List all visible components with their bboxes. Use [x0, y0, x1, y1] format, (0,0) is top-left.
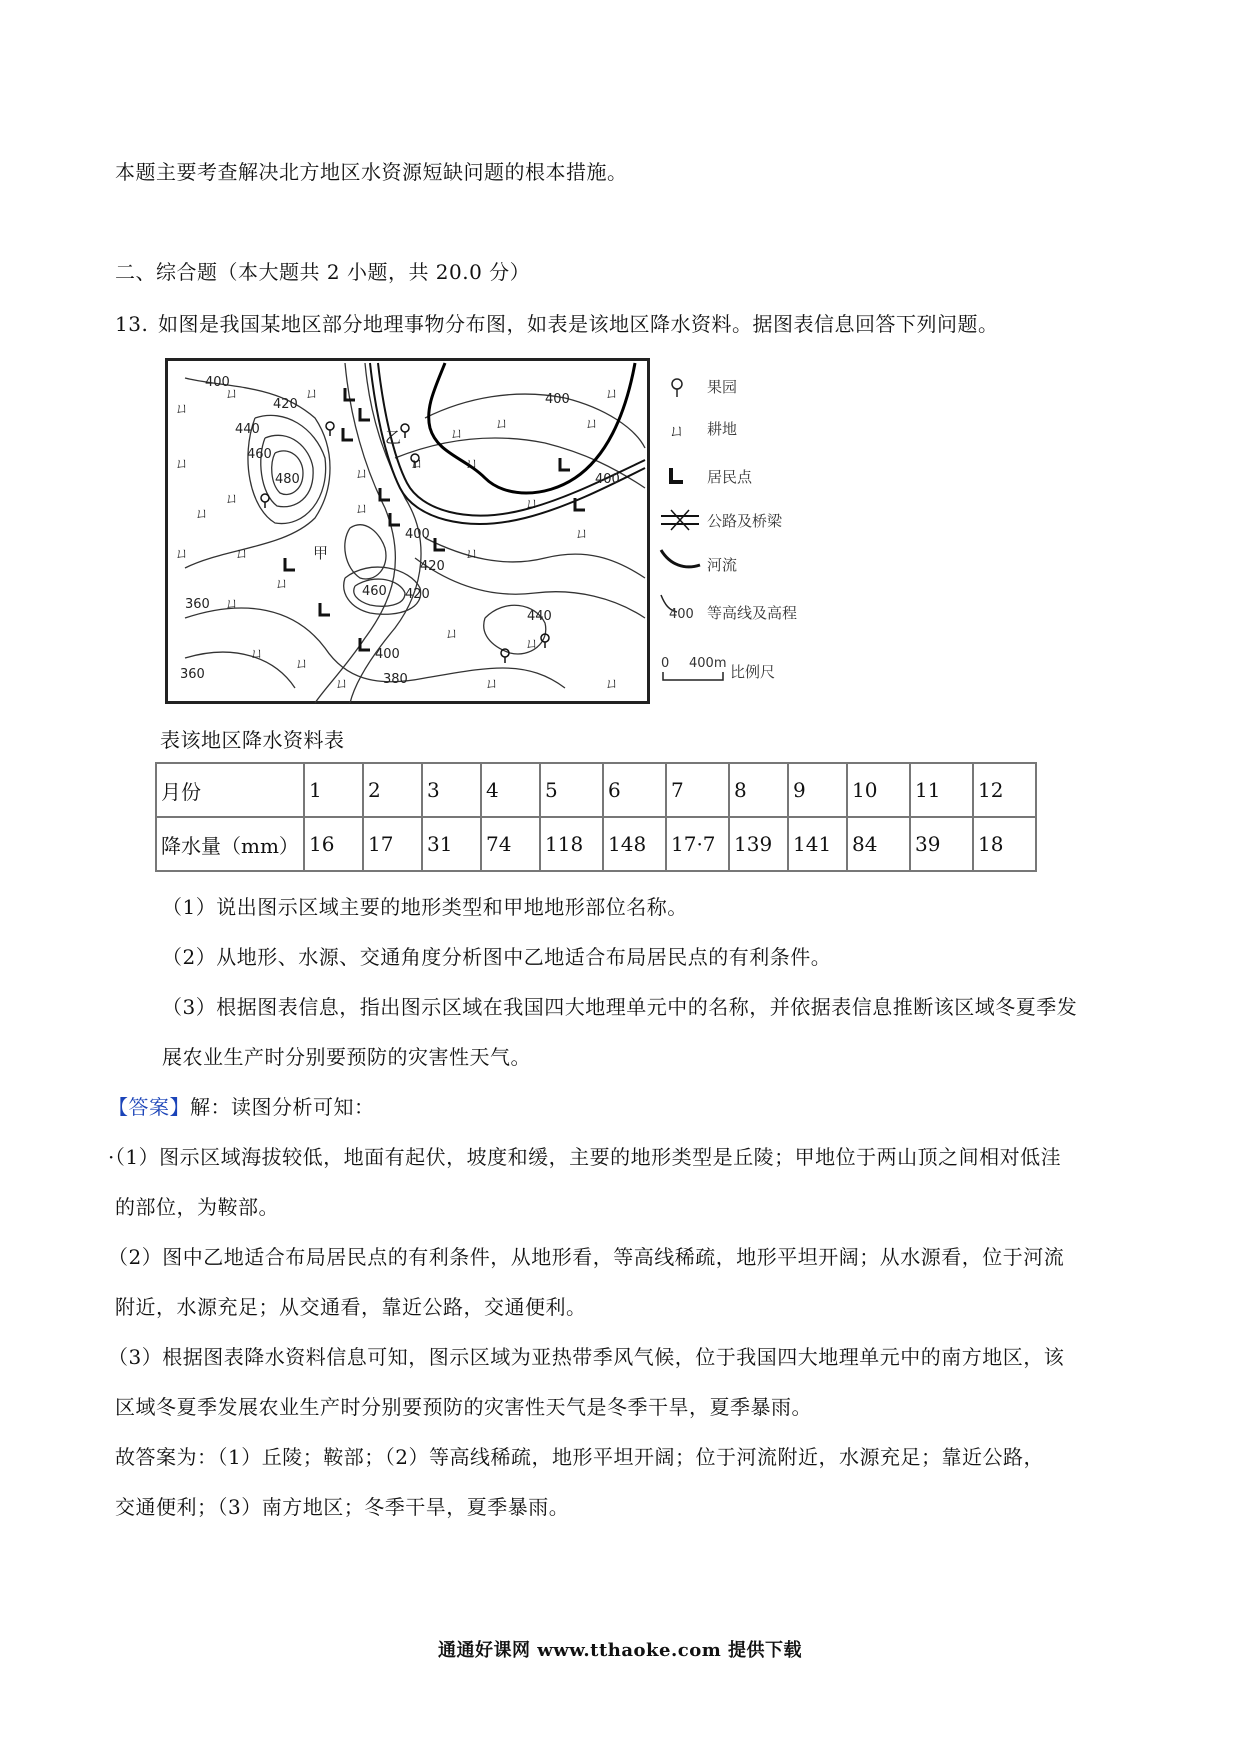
legend-scale-distance: 400m: [689, 656, 727, 671]
contour-label: 380: [383, 672, 408, 687]
contour-label: 440: [527, 609, 552, 624]
contour-label: 400: [375, 647, 400, 662]
map-svg: [165, 358, 650, 704]
precip-cell: 39: [910, 817, 973, 871]
svg-text:ㄩ: ㄩ: [465, 456, 479, 472]
topographic-map: [165, 358, 650, 704]
month-cell: 9: [788, 763, 847, 817]
svg-text:ㄩ: ㄩ: [525, 636, 539, 652]
precip-cell: 16: [304, 817, 363, 871]
map-legend: [655, 370, 915, 700]
svg-text:ㄩ: ㄩ: [235, 546, 249, 562]
question-number: 13.: [115, 312, 149, 336]
svg-text:ㄩ: ㄩ: [525, 496, 539, 512]
svg-text:ㄩ: ㄩ: [175, 401, 189, 417]
legend-contour: 等高线及高程: [707, 604, 798, 622]
precip-cell: 84: [847, 817, 910, 871]
legend-scale-zero: 0: [661, 656, 670, 671]
contour-label: 400: [545, 392, 570, 407]
month-cell: 6: [603, 763, 666, 817]
table-header-cell: 月份: [156, 763, 304, 817]
precip-cell: 18: [973, 817, 1036, 871]
contour-label: 360: [180, 667, 205, 682]
page-footer: 通通好课网 www.tthaoke.com 提供下载: [437, 1640, 803, 1661]
month-cell: 2: [363, 763, 422, 817]
answer-2a: （2）图中乙地适合布局居民点的有利条件，从地形看，等高线稀疏，地形平坦开阔；从水源看，位于河流: [108, 1245, 1065, 1269]
contour-label: 460: [247, 447, 272, 462]
answer-3b: 区域冬夏季发展农业生产时分别要预防的灾害性天气是冬季干旱，夏季暴雨。: [115, 1395, 812, 1419]
month-cell: 12: [973, 763, 1036, 817]
precip-cell: 31: [422, 817, 481, 871]
svg-text:ㄩ: ㄩ: [225, 491, 239, 507]
sub-question-1: （1）说出图示区域主要的地形类型和甲地地形部位名称。: [162, 895, 688, 919]
section-heading: 二、综合题（本大题共 2 小题，共 20.0 分）: [115, 260, 531, 284]
svg-text:ㄩ: ㄩ: [485, 676, 499, 692]
legend-river: 河流: [707, 556, 738, 574]
svg-text:ㄩ: ㄩ: [450, 426, 464, 442]
contour-label: 480: [275, 472, 300, 487]
svg-text:ㄩ: ㄩ: [175, 546, 189, 562]
svg-text:ㄩ: ㄩ: [605, 386, 619, 402]
answer-line: [108, 1093, 375, 1121]
precip-cell: 118: [540, 817, 603, 871]
svg-text:ㄩ: ㄩ: [175, 456, 189, 472]
question-13-text: 如图是我国某地区部分地理事物分布图，如表是该地区降水资料。据图表信息回答下列问题。: [158, 312, 999, 336]
precip-cell: 141: [788, 817, 847, 871]
contour-label: 420: [420, 559, 445, 574]
svg-text:ㄩ: ㄩ: [445, 626, 459, 642]
precip-cell: 74: [481, 817, 540, 871]
place-yi: 乙: [385, 428, 402, 447]
svg-text:ㄩ: ㄩ: [195, 506, 209, 522]
answer-lead: 解：读图分析可知：: [190, 1095, 375, 1119]
contour-label: 460: [362, 584, 387, 599]
month-cell: 7: [666, 763, 729, 817]
svg-text:ㄩ: ㄩ: [355, 501, 369, 517]
precip-cell: 17: [363, 817, 422, 871]
precip-cell: 139: [729, 817, 788, 871]
answer-1a: ·（1）图示区域海拔较低，地面有起伏，坡度和缓，主要的地形类型是丘陵；甲地位于两山顶之间相对低洼: [108, 1145, 1062, 1169]
contour-label: 440: [235, 422, 260, 437]
answer-1b: 的部位，为鞍部。: [115, 1195, 279, 1219]
month-cell: 3: [422, 763, 481, 817]
sub-question-3b: 展农业生产时分别要预防的灾害性天气。: [162, 1045, 531, 1069]
svg-text:ㄩ: ㄩ: [305, 386, 319, 402]
svg-text:ㄩ: ㄩ: [605, 676, 619, 692]
svg-text:ㄩ: ㄩ: [275, 576, 289, 592]
final-answer-b: 交通便利；（3）南方地区；冬季干旱，夏季暴雨。: [115, 1495, 570, 1519]
svg-text:ㄩ: ㄩ: [585, 416, 599, 432]
answer-tag: 【答案】: [108, 1095, 190, 1119]
precip-cell: 148: [603, 817, 666, 871]
table-caption: 表该地区降水资料表: [160, 728, 345, 752]
contour-label: 420: [405, 587, 430, 602]
svg-text:ㄩ: ㄩ: [495, 416, 509, 432]
table-row: [156, 817, 1036, 871]
legend-contour-sample: 400: [669, 607, 694, 622]
legend-orchard: 果园: [707, 378, 738, 396]
svg-text:ㄩ: ㄩ: [335, 676, 349, 692]
month-cell: 5: [540, 763, 603, 817]
svg-text:ㄩ: ㄩ: [669, 421, 686, 440]
answer-3a: （3）根据图表降水资料信息可知，图示区域为亚热带季风气候，位于我国四大地理单元中的南方地区，该: [108, 1345, 1065, 1369]
svg-text:ㄩ: ㄩ: [250, 646, 264, 662]
svg-text:ㄩ: ㄩ: [355, 466, 369, 482]
precip-cell: 17·7: [666, 817, 729, 871]
table-row: [156, 763, 1036, 817]
contour-label: 360: [185, 597, 210, 612]
legend-scale: 比例尺: [730, 663, 776, 681]
intro-line: 本题主要考查解决北方地区水资源短缺问题的根本措施。: [115, 160, 628, 184]
month-cell: 1: [304, 763, 363, 817]
month-cell: 4: [481, 763, 540, 817]
svg-text:ㄩ: ㄩ: [295, 656, 309, 672]
month-cell: 10: [847, 763, 910, 817]
svg-text:ㄩ: ㄩ: [225, 596, 239, 612]
svg-text:ㄩ: ㄩ: [225, 386, 239, 402]
contour-label: 400: [595, 472, 620, 487]
legend-settlement: 居民点: [707, 468, 753, 486]
svg-text:ㄩ: ㄩ: [465, 546, 479, 562]
precipitation-table: [155, 762, 1037, 872]
contour-label: 420: [273, 397, 298, 412]
legend-farmland: 耕地: [707, 420, 738, 438]
month-cell: 11: [910, 763, 973, 817]
legend-svg: [655, 370, 915, 700]
svg-text:ㄩ: ㄩ: [410, 456, 424, 472]
svg-text:ㄩ: ㄩ: [575, 526, 589, 542]
answer-2b: 附近，水源充足；从交通看，靠近公路，交通便利。: [115, 1295, 587, 1319]
month-cell: 8: [729, 763, 788, 817]
contour-label: 400: [405, 527, 430, 542]
final-answer-a: 故答案为：（1）丘陵；鞍部；（2）等高线稀疏，地形平坦开阔；位于河流附近，水源充足；靠近公路，: [115, 1445, 1044, 1469]
table-header-cell: 降水量（mm）: [156, 817, 304, 871]
place-jia: 甲: [313, 544, 329, 562]
legend-road-bridge: 公路及桥梁: [707, 512, 783, 530]
sub-question-3a: （3）根据图表信息，指出图示区域在我国四大地理单元中的名称，并依据表信息推断该区域冬夏季发: [162, 995, 1078, 1019]
contour-label: 400: [205, 375, 230, 390]
sub-question-2: （2）从地形、水源、交通角度分析图中乙地适合布局居民点的有利条件。: [162, 945, 832, 969]
